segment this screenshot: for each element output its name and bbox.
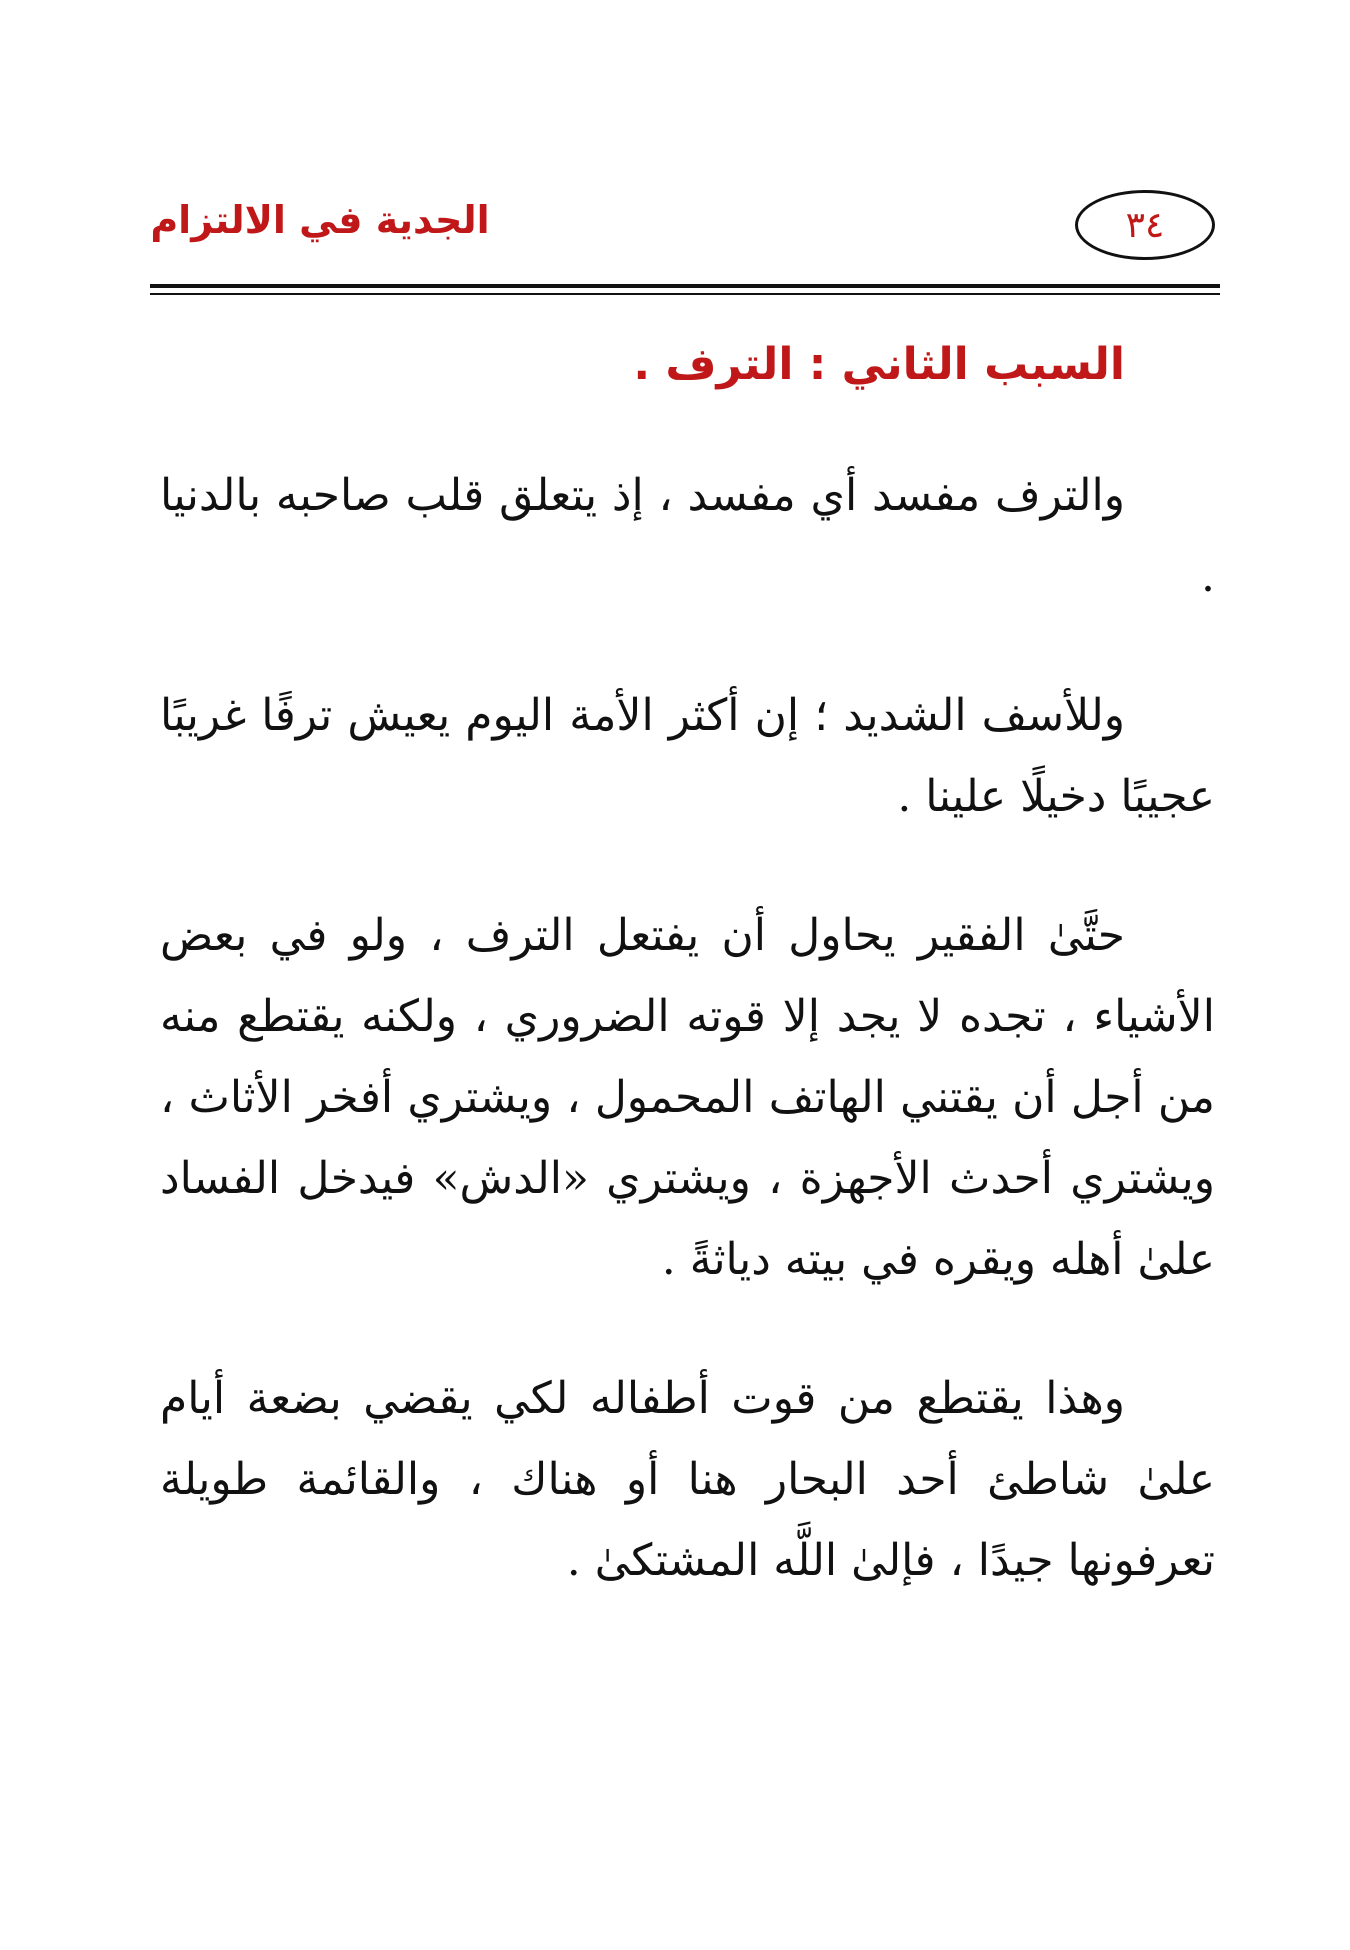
header-rule-thick (150, 284, 1220, 288)
page-number: ٣٤ (1075, 190, 1215, 260)
header-rule-thin (150, 293, 1220, 295)
paragraph: وهذا يقتطع من قوت أطفاله لكي يقضي بضعة أيام علىٰ شاطئ أحد البحار هنا أو هناك ، والقائمة طويلة تعرفونها جيدًا ، فإلىٰ اللَّه المشتكىٰ . (160, 1373, 1215, 1586)
paragraph: وللأسف الشديد ؛ إن أكثر الأمة اليوم يعيش ترفًا غريبًا عجيبًا دخيلًا علينا . (160, 690, 1215, 822)
section-heading: السبب الثاني : الترف . (633, 339, 1125, 390)
paragraph: حتَّىٰ الفقير يحاول أن يفتعل الترف ، ولو في بعض الأشياء ، تجده لا يجد إلا قوته الضروري ، ولكنه يقتطع منه من أجل أن يقتني الهاتف المحمول ، ويشتري أفخر الأثاث ، ويشتري أحدث الأجهزة ، ويشتري «الدش» فيدخل الفساد علىٰ أهله ويقره في بيته دياثةً . (160, 910, 1215, 1285)
body-text (160, 455, 1215, 1659)
running-header-title: الجدية في الالتزام (150, 198, 490, 242)
paragraph: والترف مفسد أي مفسد ، إذ يتعلق قلب صاحبه بالدنيا . (160, 470, 1215, 602)
